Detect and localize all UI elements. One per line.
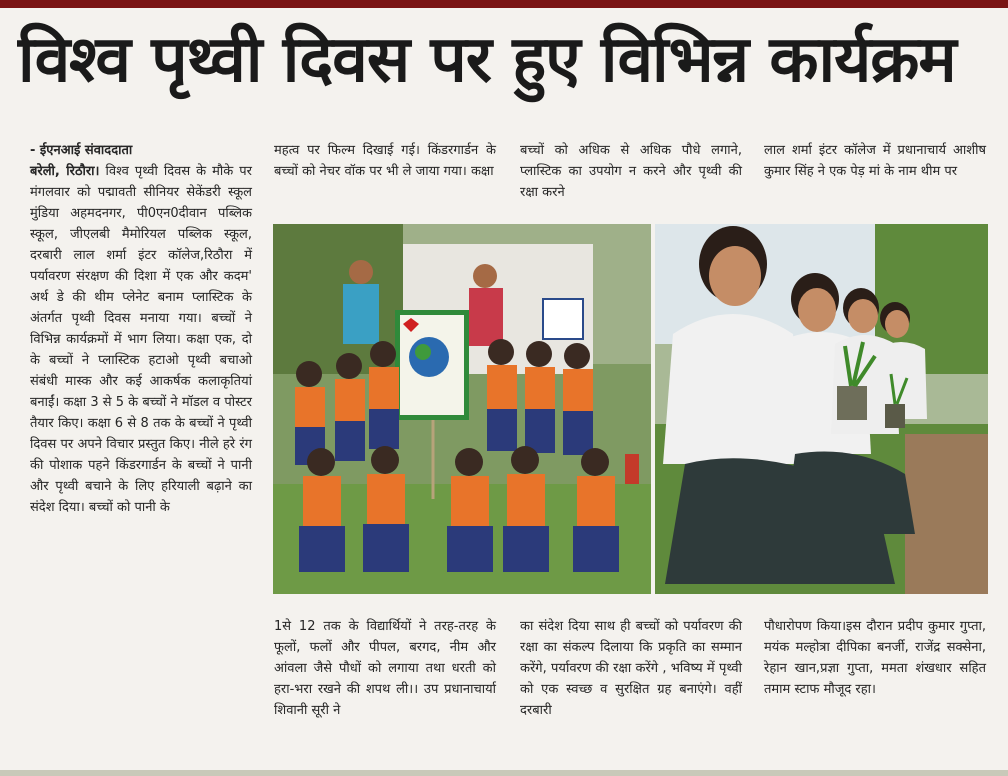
- column-2-top-text: महत्व पर फिल्म दिखाई गई। किंडरगार्डन के बच्चों को नेचर वॉक पर भी ले जाया गया। कक्षा: [274, 143, 496, 179]
- bottom-strip: [0, 770, 1008, 776]
- column-2-bottom-text: 1से 12 तक के विद्यार्थियों ने तरह-तरह के फूलों, फलों और पीपल, बरगद, नीम और आंवला जैसे पौधों को लगाया तथा धरती को हरा-भरा रखने की शपथ ली।। उप प्रधानाचार्या शिवानी सूरी ने: [274, 619, 496, 718]
- photo-students-saplings: [655, 224, 988, 594]
- article-column-4-bottom: [764, 616, 986, 700]
- article-column-2-bottom: [274, 616, 496, 721]
- article-column-4-top: [764, 140, 986, 182]
- photo-kids-group-image: [273, 224, 651, 594]
- column-3-top-text: बच्चों को अधिक से अधिक पौधे लगाने, प्लास्टिक का उपयोग न करने और पृथ्वी की रक्षा करने: [520, 143, 742, 200]
- article-column-1: [30, 140, 252, 770]
- article-column-2-top: [274, 140, 496, 182]
- column-3-bottom-text: का संदेश दिया साथ ही बच्चों को पर्यावरण की रक्षा का संकल्प दिलाया कि प्रकृति का सम्मान करेंगे, पर्यावरण की रक्षा करेंगे , भविष्य में पृथ्वी को एक स्वच्छ व सुरक्षित ग्रह बनाएंगे। वहीं दरबारी: [520, 619, 742, 718]
- byline: - ईएनआई संवाददाता: [30, 143, 133, 158]
- article-column-3-bottom: [520, 616, 742, 721]
- column-4-top-text: लाल शर्मा इंटर कॉलेज में प्रधानाचार्य आशीष कुमार सिंह ने एक पेड़ मां के नाम थीम पर: [764, 143, 986, 179]
- dateline: बरेली, रिठौरा।: [30, 164, 100, 179]
- photo-students-saplings-image: [655, 224, 988, 594]
- column-4-bottom-text: पौधारोपण किया।इस दौरान प्रदीप कुमार गुप्ता, मयंक मल्होत्रा दीपिका बनर्जी, राजेंद्र सक्सेना, रेहान खान,प्रज्ञा गुप्ता, ममता शंखधार सहित तमाम स्टाफ मौजूद रहा।: [764, 619, 986, 697]
- photo-kids-group: [273, 224, 651, 594]
- headline: विश्व पृथ्वी दिवस पर हुए विभिन्न कार्यक्रम: [18, 23, 956, 97]
- article-column-3-top: [520, 140, 742, 203]
- top-rule: [0, 0, 1008, 8]
- column-1-text: विश्व पृथ्वी दिवस के मौके पर मंगलवार को पद्मावती सीनियर सेकेंडरी स्कूल मुंडिया अहमदनगर, पी0एन0दीवान पब्लिक स्कूल, जीएलबी मैमोरियल पब्लिक स्कूल, दरबारी लाल शर्मा इंटर कॉलेज,रिठौरा में पर्यावरण संरक्षण की दिशा में एक और कदम' अर्थ डे की थीम प्लेनेट बनाम प्लास्टिक के अंतर्गत पृथ्वी दिवस मनाया गया। बच्चों ने विभिन्न कार्यक्रमों में भाग लिया। कक्षा एक, दो के बच्चों ने प्लास्टिक हटाओ पृथ्वी बचाओ संबंधी मास्क और कई आकर्षक कलाकृतियां बनाईं। कक्षा 3 से 5 के बच्चों ने मॉडल व पोस्टर तैयार किए। कक्षा 6 से 8 तक के बच्चों ने पृथ्वी दिवस पर अपने विचार प्रस्तुत किए। नीले हरे रंग की पोशाक पहने किंडरगार्डन के बच्चों ने पानी और पृथ्वी बचाने के लिए हरियाली बढ़ाने का संदेश दिया। बच्चों को पानी के: [30, 164, 252, 515]
